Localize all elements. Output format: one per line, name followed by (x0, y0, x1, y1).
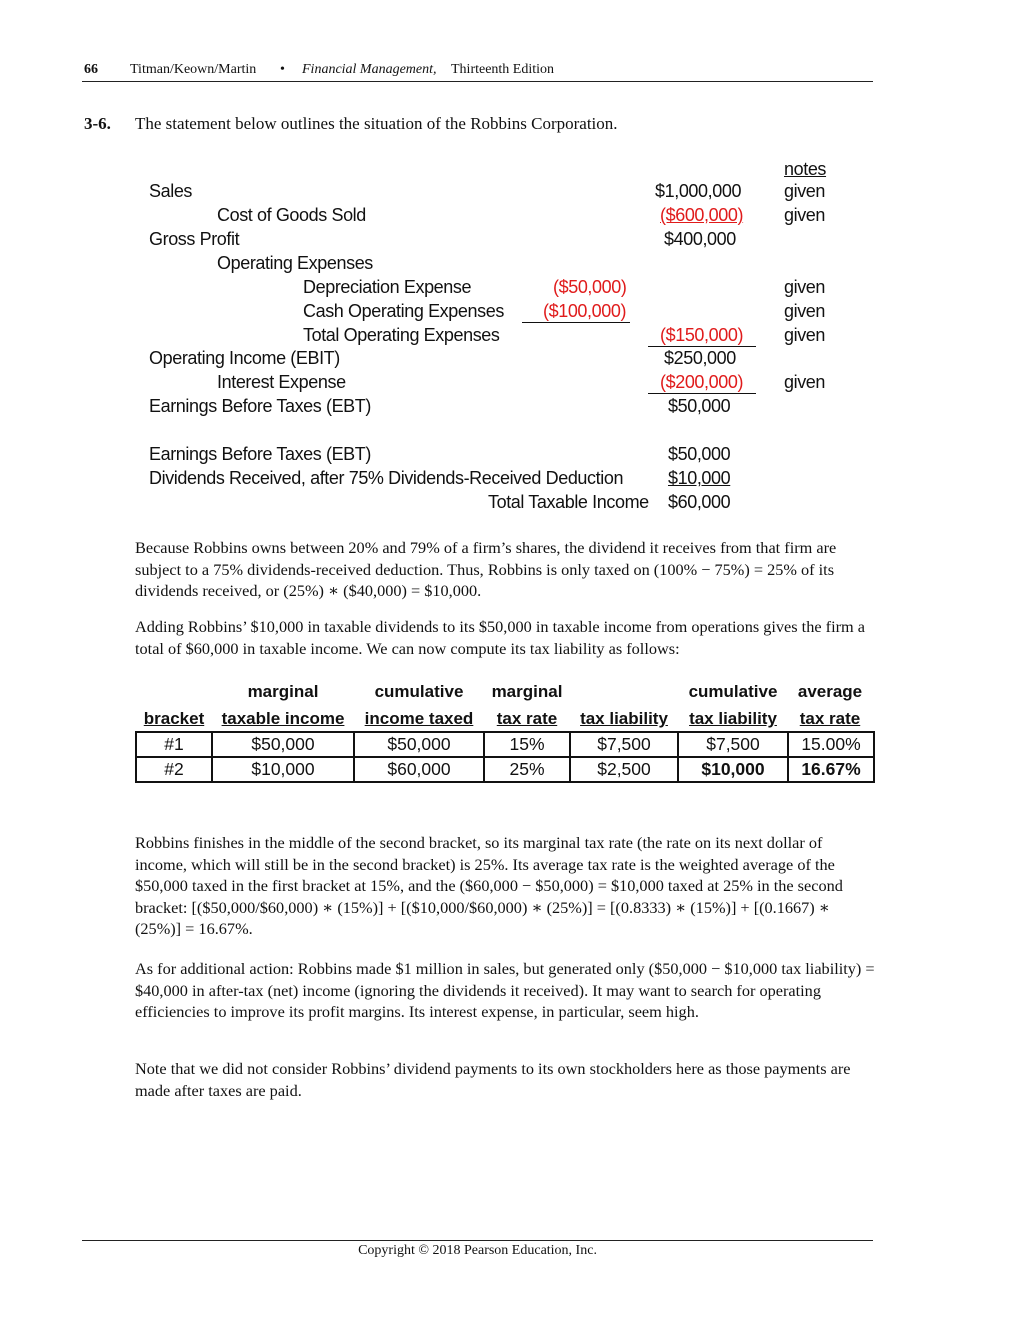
statement-value-ebit: $250,000 (664, 348, 736, 368)
table-cell: $10,000 (212, 757, 354, 782)
paragraph-text: Because Robbins owns between 20% and 79% of a firm’s shares, the dividend it receives from that firm are subject to a 75% dividends-received deduction. Thus, Robbins is only taxed on (100% − 75%) = 25% of its dividends received, or (25%) ∗ ($40,000) = $10,000. (135, 538, 837, 600)
header-tax-liability: tax liability (580, 709, 668, 728)
statement-label-interest: Interest Expense (217, 372, 346, 392)
table-cell-total-liability: $10,000 (678, 757, 788, 782)
statement-value-total-opex: ($150,000) (660, 325, 744, 345)
statement-value-gross-profit: $400,000 (664, 229, 736, 249)
statement-label-gross-profit: Gross Profit (149, 229, 240, 249)
statement-note: given (784, 372, 826, 392)
statement-label-total-opex: Total Operating Expenses (303, 325, 500, 345)
statement-label-sales: Sales (149, 181, 193, 201)
statement-label-ebt-2: Earnings Before Taxes (EBT) (149, 444, 371, 464)
table-cell: $50,000 (212, 732, 354, 757)
table-cell: $7,500 (678, 732, 788, 757)
table-cell: 15.00% (788, 732, 874, 757)
statement-note: given (784, 205, 826, 225)
paragraph-dividends (135, 537, 875, 602)
paragraph-text: Note that we did not consider Robbins’ dividend payments to its own stockholders here as those payments are made after taxes are paid. (135, 1059, 851, 1100)
header-income-taxed: income taxed (364, 709, 474, 728)
paragraph-marginal-rate (135, 832, 875, 940)
statement-label-operating-expenses: Operating Expenses (217, 253, 373, 273)
header-bracket: bracket (143, 709, 205, 728)
header-rule (82, 81, 873, 82)
statement-value-ebt: $50,000 (668, 396, 731, 416)
statement-label-cash-opex: Cash Operating Expenses (303, 301, 504, 321)
statement-note: given (784, 277, 826, 297)
footer-copyright: Copyright © 2018 Pearson Education, Inc. (358, 1243, 597, 1258)
statement-note: given (784, 301, 826, 321)
header-authors: Titman/Keown/Martin (130, 62, 257, 77)
statement-sub-depreciation: ($50,000) (553, 277, 627, 297)
paragraph-text: As for additional action: Robbins made $1 million in sales, but generated only ($50,000 − $10,000 tax liability) = $40,000 in after-tax (net) income (ignoring the dividends it received). It may want to search for operating efficiencies to improve its profit margins. Its interest expense, in particular, seem high. (135, 959, 875, 1021)
table-cell: 25% (484, 757, 570, 782)
statement-value-interest: ($200,000) (660, 372, 744, 392)
table-cell-average-rate: 16.67% (788, 757, 874, 782)
statement-value-cogs: ($600,000) (660, 205, 744, 225)
header-separator: • (280, 62, 285, 77)
statement-value-total-taxable-income: $60,000 (668, 492, 731, 512)
table-cell: $7,500 (570, 732, 678, 757)
paragraph-taxable-income (135, 616, 875, 659)
header-line1: marginal (491, 682, 563, 701)
footer-rule (82, 1240, 873, 1241)
notes-header: notes (784, 159, 827, 179)
header-line1: average (797, 682, 863, 701)
header-cumulative-liability: tax liability (689, 709, 777, 728)
problem-intro: The statement below outlines the situation of the Robbins Corporation. (135, 114, 618, 133)
table-cell: $50,000 (354, 732, 484, 757)
statement-label-total-taxable-income: Total Taxable Income (488, 492, 649, 512)
header-average-rate: tax rate (799, 709, 861, 728)
statement-value-ebt-2: $50,000 (668, 444, 731, 464)
statement-sub-cash-opex: ($100,000) (543, 301, 627, 321)
statement-label-ebit: Operating Income (EBIT) (149, 348, 340, 368)
header-edition: Thirteenth Edition (451, 62, 555, 77)
paragraph-note (135, 1058, 875, 1101)
header-line1: cumulative (374, 682, 464, 701)
total-rule (648, 393, 756, 394)
table-cell: $60,000 (354, 757, 484, 782)
subtotal-rule (522, 322, 630, 323)
header-line1: marginal (247, 682, 319, 701)
table-cell: $2,500 (570, 757, 678, 782)
problem-number: 3-6. (84, 114, 111, 133)
statement-label-cogs: Cost of Goods Sold (217, 205, 366, 225)
statement-note: given (784, 325, 826, 345)
header-line1: cumulative (688, 682, 778, 701)
header-taxable-income: taxable income (221, 709, 345, 728)
statement-label-depreciation: Depreciation Expense (303, 277, 472, 297)
statement-value-sales: $1,000,000 (655, 181, 742, 201)
table-cell: #1 (136, 732, 212, 757)
tax-table (135, 731, 875, 783)
header-marginal-rate: tax rate (496, 709, 558, 728)
statement-label-dividends: Dividends Received, after 75% Dividends-Received Deduction (149, 468, 624, 488)
total-rule (648, 346, 756, 347)
paragraph-text: Robbins finishes in the middle of the second bracket, so its marginal tax rate (the rate on its next dollar of income, which will still be in the second bracket) is 25%. Its average tax rate is the weighted average of the $50,000 taxed in the first bracket at 15%, and the ($60,000 − $50,000) = $10,000 taxed at 25% in the second bracket: [($50,000/$60,000) ∗ (15%)] + [($10,000/$60,000) ∗ (25%)] = [(0.8333) ∗ (15%)] + [(0.1667) ∗ (25%)] = 16.67%. (135, 833, 843, 938)
paragraph-text: Adding Robbins’ $10,000 in taxable dividends to its $50,000 in taxable income from operations gives the firm a total of $60,000 in taxable income. We can now compute its tax liability as follows: (135, 617, 865, 658)
table-cell: 15% (484, 732, 570, 757)
table-row (136, 757, 874, 782)
table-cell: #2 (136, 757, 212, 782)
table-row (136, 732, 874, 757)
statement-note: given (784, 181, 826, 201)
statement-label-ebt: Earnings Before Taxes (EBT) (149, 396, 371, 416)
header-book-title: Financial Management, (302, 62, 437, 77)
statement-value-dividends: $10,000 (668, 468, 731, 488)
page-number: 66 (84, 62, 98, 77)
paragraph-additional-action (135, 958, 875, 1023)
